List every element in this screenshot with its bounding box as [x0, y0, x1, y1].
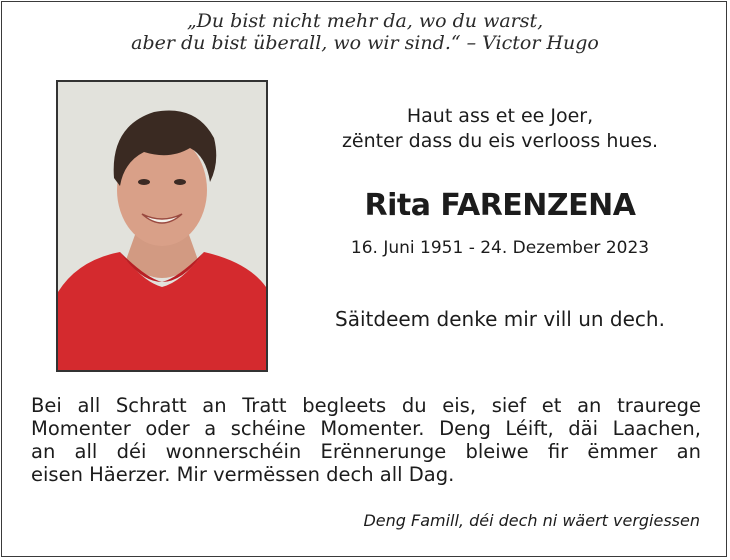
tribute-line: an all déi wonnerschéin Erënnerunge bleiwe fir ëmmer an	[31, 440, 701, 463]
tribute-line: eisen Häerzer. Mir vermëssen dech all Dag.	[31, 463, 455, 486]
remembrance-line: Säitdeem denke mir vill un dech.	[335, 307, 665, 331]
family-signature: Deng Famill, déi dech ni wäert vergiessen	[363, 511, 700, 530]
deceased-name: Rita FARENZENA	[364, 188, 636, 223]
quote	[0, 10, 730, 54]
portrait-illustration	[58, 82, 266, 370]
intro-text	[290, 104, 710, 154]
life-dates: 16. Juni 1951 - 24. Dezember 2023	[350, 238, 650, 258]
quote-line-1: „Du bist nicht mehr da, wo du warst,	[186, 10, 544, 32]
tribute-line: Bei all Schratt an Tratt begleets du eis, sief et an traurege	[31, 394, 701, 417]
tribute-paragraph	[31, 394, 701, 486]
tribute-line: Momenter oder a schéine Momenter. Deng Léift, däi Laachen,	[31, 417, 701, 440]
intro-line-1: Haut ass et ee Joer,	[406, 105, 594, 127]
intro-line-2: zënter dass du eis verlooss hues.	[341, 130, 659, 152]
quote-line-2: aber du bist überall, wo wir sind.“ – Victor Hugo	[131, 32, 599, 54]
portrait-photo	[56, 80, 268, 372]
